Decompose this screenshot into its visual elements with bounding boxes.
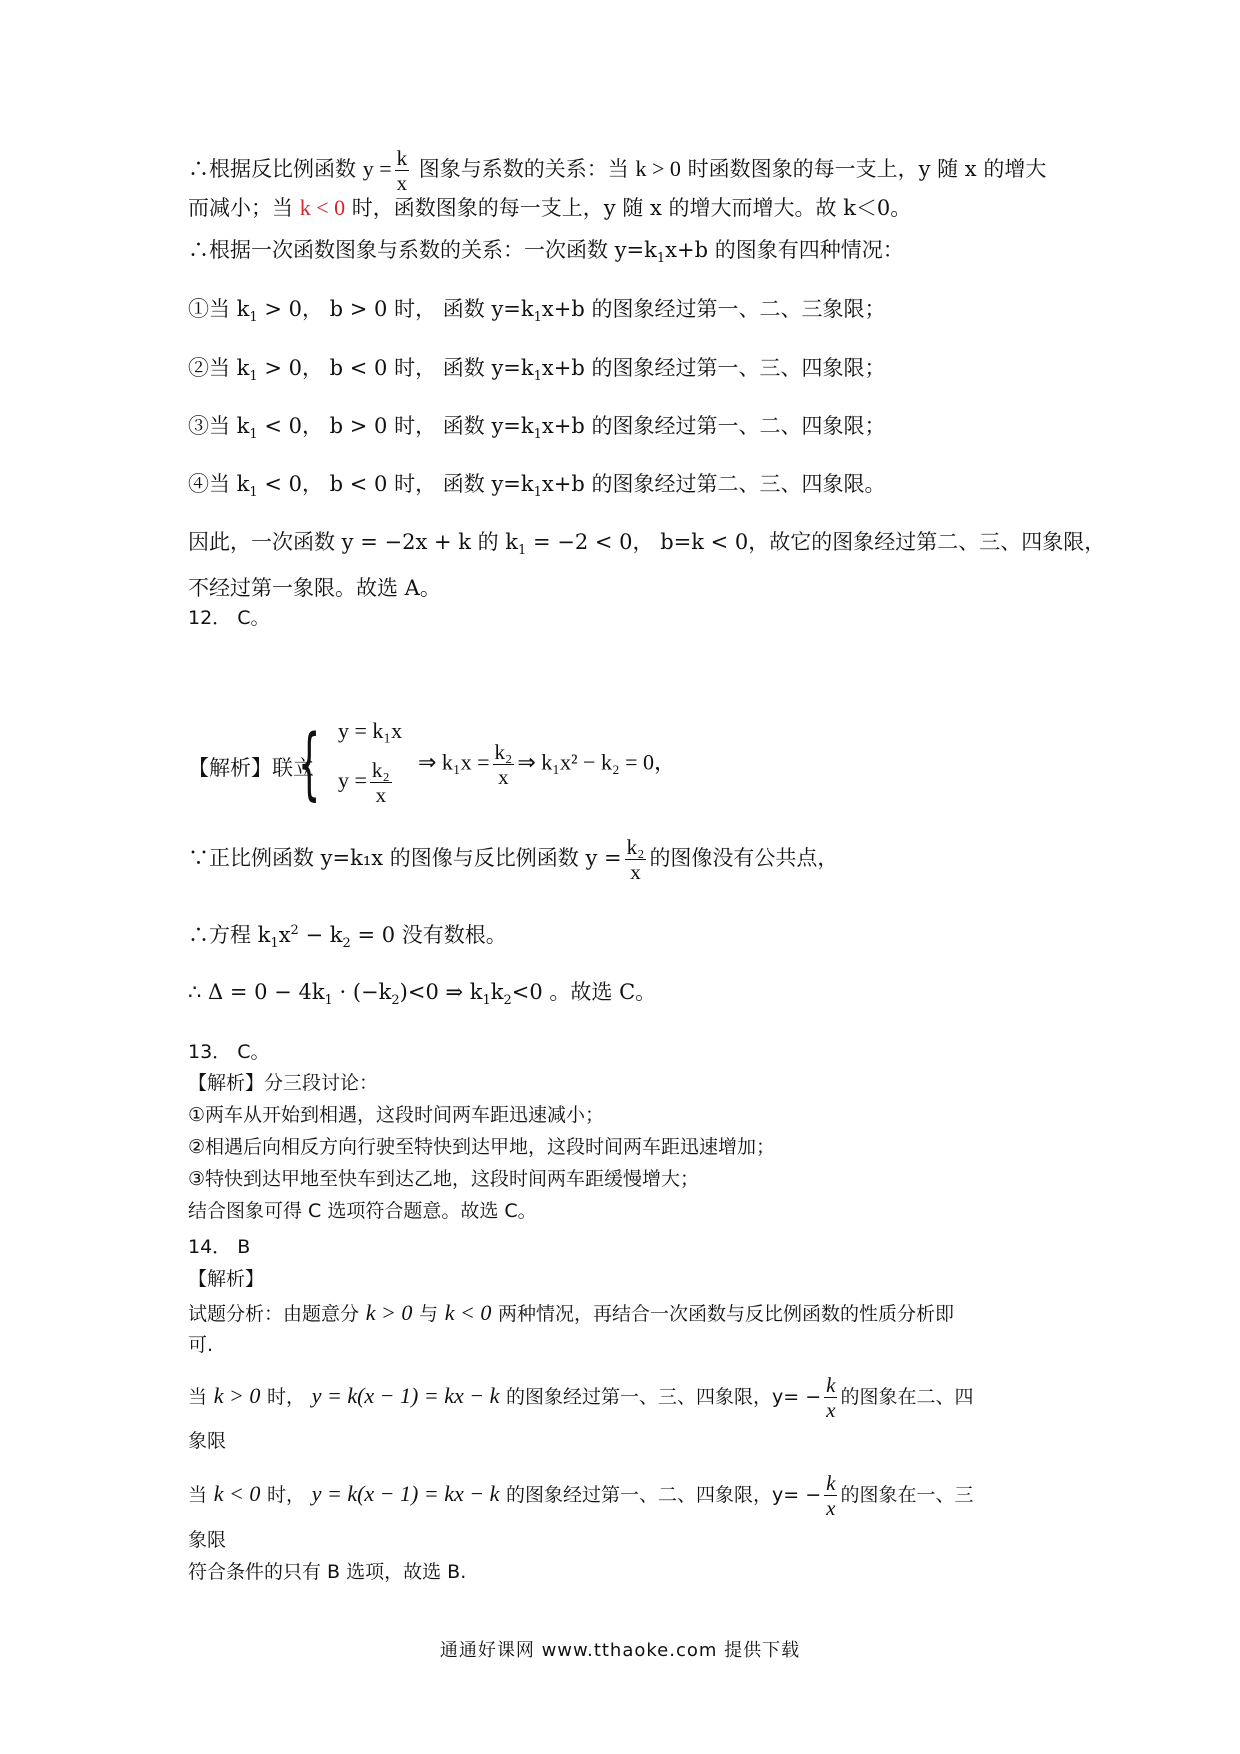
question-number	[188, 1037, 1068, 1067]
math: y = k(x − 1) = kx − k	[311, 1481, 500, 1506]
math: k > 0	[635, 156, 681, 181]
text: ①两车从开始到相遇，这段时间两车距迅速减小；	[188, 1104, 605, 1126]
fraction	[395, 146, 410, 195]
text: ①当 k	[188, 297, 250, 321]
text-line	[188, 1557, 1068, 1587]
text: 时，	[267, 1484, 306, 1506]
text: − k	[298, 923, 343, 947]
fraction-denominator: x	[630, 860, 641, 884]
highlighted-math: k < 0	[299, 195, 346, 220]
text: ∴根据反比例函数	[188, 157, 356, 181]
fraction-numerator: k₂	[371, 758, 390, 782]
text: 时函数图象的每一支上，y 随 x 的增大	[687, 157, 1047, 181]
text: · (−k	[332, 980, 392, 1004]
page-footer: 通通好课网 www.tthaoke.com 提供下载	[439, 1640, 801, 1661]
fraction-numerator: k	[396, 146, 408, 170]
text: = −2 < 0， b=k < 0，故它的图象经过第二、三、四象限，	[526, 530, 1106, 554]
text: 结合图象可得 C 选项符合题意。故选 C。	[188, 1200, 537, 1222]
text: ∴根据一次函数图象与系数的关系：一次函数 y=k	[188, 238, 657, 262]
text-line	[188, 1264, 1068, 1294]
fraction	[370, 758, 392, 807]
text: ②相遇后向相反方向行驶至特快到达甲地，这段时间两车距迅速增加；	[188, 1136, 776, 1158]
text: 13． C。	[188, 1041, 270, 1063]
text-line	[188, 1068, 1068, 1098]
text: 14． B	[188, 1236, 251, 1258]
text: 象限	[188, 1430, 227, 1452]
text: 的图象在一、三	[840, 1484, 974, 1506]
equation: y = k₁x	[338, 718, 403, 743]
text: < 0， b > 0 时， 函数 y=k	[257, 414, 534, 438]
math: k < 0	[213, 1481, 261, 1506]
math: ⇒ k₁x² − k₂ = 0，	[517, 749, 677, 775]
text-line: ③当 $k_1 < 0$， b > 0 时， 函数 $y=k_1x+b$ 的图象经过第一、二、四象限；	[188, 414, 886, 443]
text: )<0 ⇒ k	[399, 980, 483, 1004]
text: 时，	[267, 1386, 306, 1408]
text-line: ∴方程 $k_1x^2 - k_2 = 0$ 没有数根。	[188, 923, 507, 952]
text: 可.	[188, 1334, 214, 1356]
text: ∴方程 k	[188, 923, 271, 947]
text: 的图象经过第一、三、四象限，y= −	[506, 1386, 822, 1408]
fraction-denominator: x	[396, 171, 408, 195]
text: 因此，一次函数 y = −2x + k 的 k	[188, 530, 519, 554]
text-line	[188, 835, 1068, 884]
fraction	[625, 835, 647, 884]
equation	[338, 758, 395, 807]
text-line	[188, 1132, 1068, 1162]
text: < 0， b < 0 时， 函数 y=k	[257, 472, 534, 496]
text: x+b 的图象经过第一、二、四象限；	[541, 414, 886, 438]
text: 12． C。	[188, 607, 270, 629]
text: > 0， b > 0 时， 函数 y=k	[257, 297, 534, 321]
text-line	[188, 573, 1068, 603]
text-line	[188, 146, 1068, 195]
math: k > 0	[365, 1300, 413, 1325]
math: k < 0	[444, 1300, 492, 1325]
fraction-denominator: x	[826, 1496, 836, 1520]
text: <0 。故选 C。	[511, 980, 657, 1004]
text-line	[188, 1525, 1068, 1555]
math: y = k(x − 1) = kx − k	[311, 1383, 500, 1408]
math: k > 0	[213, 1383, 261, 1408]
text-line	[188, 1426, 1068, 1456]
text: ④当 k	[188, 472, 250, 496]
question-number	[188, 603, 1068, 633]
text: 的图象在二、四	[840, 1386, 974, 1408]
fraction-numerator: k	[826, 1471, 836, 1495]
text: ③当 k	[188, 414, 250, 438]
math: y =	[338, 767, 367, 793]
text-line	[188, 1298, 1068, 1329]
text: 【解析】联立	[188, 756, 314, 780]
text: ∴ Δ = 0 − 4k	[188, 980, 325, 1004]
fraction	[824, 1373, 837, 1422]
fraction-numerator: k	[826, 1373, 836, 1397]
text: = 0 没有数根。	[350, 923, 507, 947]
text-line	[188, 1373, 1068, 1422]
text: 时，函数图象的每一支上，y 随 x 的增大而增大。故 k＜0。	[351, 196, 912, 220]
text: 与	[419, 1303, 439, 1325]
text: 试题分析：由题意分	[188, 1303, 360, 1325]
question-number	[188, 1232, 1068, 1262]
fraction-denominator: x	[498, 765, 509, 789]
text: 而减小；当	[188, 196, 293, 220]
text: 的图像没有公共点，	[649, 846, 839, 870]
text-line	[188, 1330, 1068, 1360]
text-line	[188, 1471, 1068, 1520]
text: x+b 的图象经过第一、二、三象限；	[541, 297, 886, 321]
text: x+b 的图象经过第二、三、四象限。	[541, 472, 886, 496]
fraction	[493, 740, 515, 789]
text: 当	[188, 1386, 208, 1408]
brace-symbol: {	[298, 719, 321, 809]
text: 图象与系数的关系：当	[418, 157, 629, 181]
text-line	[188, 193, 1068, 223]
text: 象限	[188, 1529, 227, 1551]
text: 的图象经过第一、二、四象限，y= −	[506, 1484, 822, 1506]
text-line: ②当 $k_1 > 0$， b < 0 时， 函数 $y=k_1x+b$ 的图象经过第一、三、四象限；	[188, 356, 886, 385]
fraction-denominator: x	[375, 783, 387, 807]
fraction	[824, 1471, 837, 1520]
equation	[418, 740, 676, 789]
math: y =	[362, 156, 392, 181]
text-line	[188, 1164, 1068, 1194]
text-line: ④当 $k_1 < 0$， b < 0 时， 函数 $y=k_1x+b$ 的图象经过第二、三、四象限。	[188, 472, 886, 501]
text: ∵正比例函数 y=k₁x 的图像与反比例函数 y =	[188, 846, 622, 870]
text: 符合条件的只有 B 选项，故选 B.	[188, 1561, 467, 1583]
text: 不经过第一象限。故选 A。	[188, 576, 441, 600]
fraction-numerator: k₂	[626, 835, 645, 859]
text: ②当 k	[188, 356, 250, 380]
text: x+b 的图象经过第一、三、四象限；	[541, 356, 886, 380]
fraction-numerator: k₂	[494, 740, 513, 764]
text: 【解析】分三段讨论：	[188, 1072, 379, 1094]
text: 当	[188, 1484, 208, 1506]
text: x+b 的图象有四种情况：	[665, 238, 904, 262]
text: ③特快到达甲地至快车到达乙地，这段时间两车距缓慢增大；	[188, 1168, 700, 1190]
text-line: ∴ $\Delta = 0 - 4k_1 \cdot (-k_2)<0$ ⇒ $k_1k_2<0$ 。故选 C。	[188, 980, 657, 1009]
fraction-denominator: x	[826, 1398, 836, 1422]
text-line: ①当 $k_1 > 0$， b > 0 时， 函数 $y=k_1x+b$ 的图象经过第一、二、三象限；	[188, 297, 886, 326]
text-line	[188, 1196, 1068, 1226]
text-line	[188, 1100, 1068, 1130]
math: ⇒ k₁x =	[418, 749, 490, 775]
text: 【解析】	[188, 1268, 265, 1290]
text: 两种情况，再结合一次函数与反比例函数的性质分析即	[498, 1303, 955, 1325]
text-line: ∴根据一次函数图象与系数的关系：一次函数 $y=k_1x+b$ 的图象有四种情况：	[188, 238, 904, 267]
text-line: 因此，一次函数 y = −2x + k 的 $k_1 = -2 < 0$， b=k < 0，故它的图象经过第二、三、四象限，	[188, 530, 1106, 559]
text: > 0， b < 0 时， 函数 y=k	[257, 356, 534, 380]
